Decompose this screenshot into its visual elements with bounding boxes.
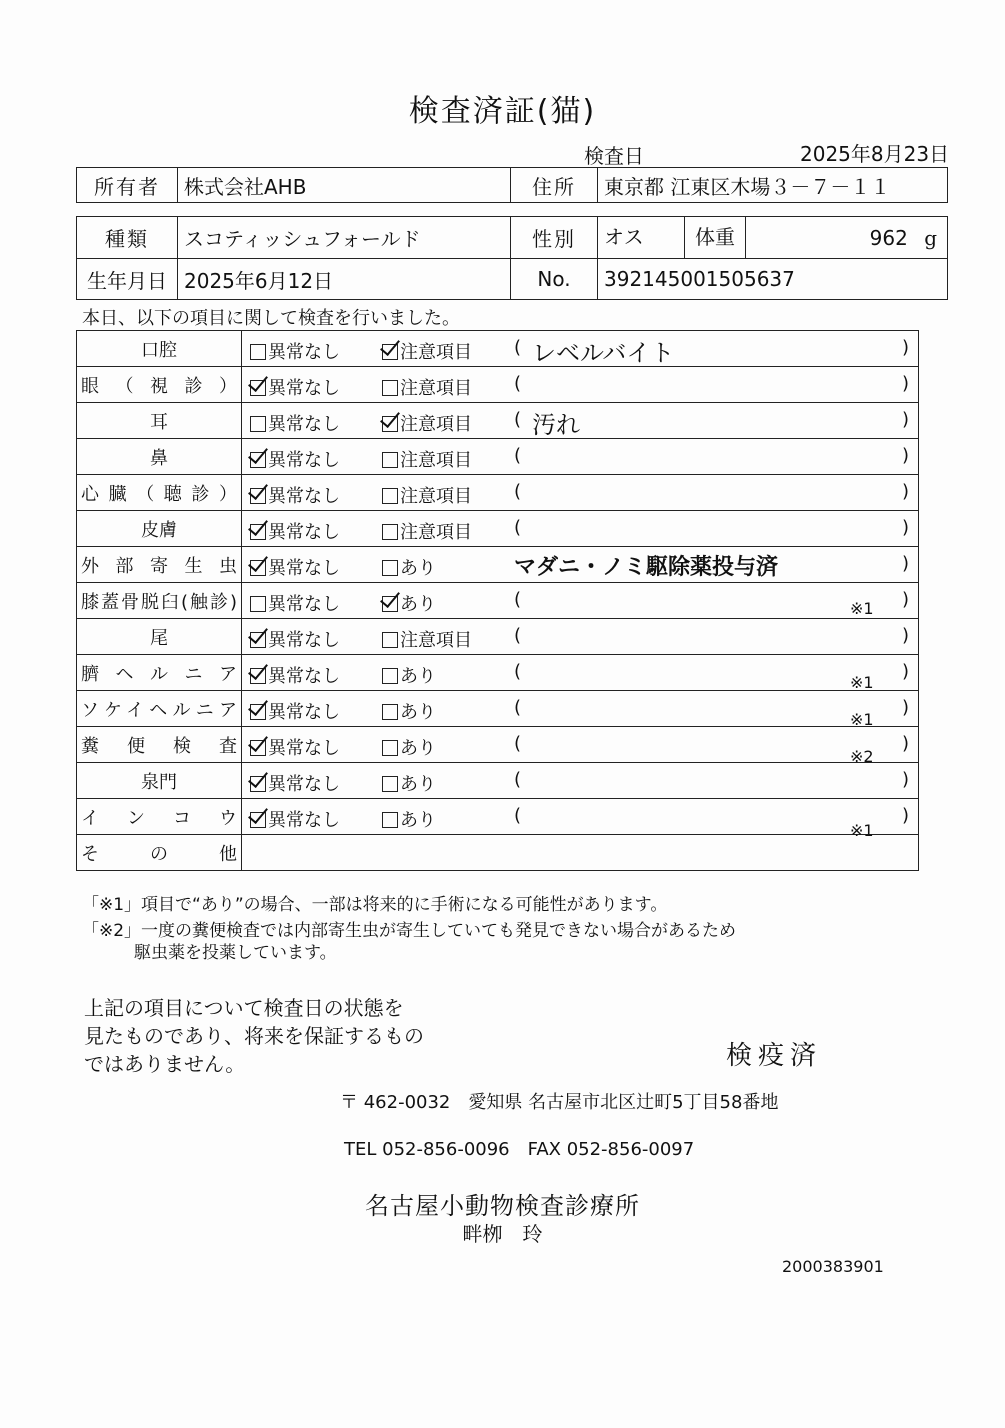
- checkbox-icon[interactable]: [382, 344, 398, 360]
- disclaimer-line: 見たものであり、将来を保証するもの: [84, 1024, 424, 1048]
- footnote-mark: ※2: [850, 747, 874, 766]
- item-name: 心臓（聴診）: [81, 483, 237, 505]
- paren-close: ): [902, 733, 910, 754]
- footnote-1: 「※1」項目で“あり”の場合、一部は将来的に手術になる可能性があります。: [82, 895, 668, 915]
- option-label: 異常なし: [268, 702, 340, 723]
- option-normal[interactable]: [250, 374, 340, 400]
- birth-value: 2025年6月12日: [178, 259, 511, 300]
- option-label: 注意項目: [400, 342, 472, 363]
- paren-close: ): [902, 625, 910, 646]
- checkbox-icon[interactable]: [382, 416, 398, 432]
- document-code: 2000383901: [782, 1257, 884, 1276]
- paren-open: (: [514, 445, 522, 466]
- item-name-cell: [77, 547, 242, 583]
- item-result-cell: [242, 511, 919, 547]
- checkbox-icon[interactable]: [250, 776, 266, 792]
- inspection-row: [77, 799, 919, 835]
- item-name: 口腔: [141, 339, 177, 361]
- item-name: 鼻: [150, 447, 168, 469]
- item-result-cell: [242, 835, 919, 871]
- sex-label: 性別: [511, 217, 598, 259]
- birth-label: 生年月日: [77, 259, 178, 300]
- option-label: 異常なし: [268, 378, 340, 399]
- intro-text: 本日、以下の項目に関して検査を行いました。: [82, 308, 460, 329]
- owner-value: 株式会社AHB: [178, 168, 511, 203]
- item-result-cell: [242, 475, 919, 511]
- option-label: 注意項目: [400, 522, 472, 543]
- inspection-row: [77, 835, 919, 871]
- option-label: 異常なし: [268, 594, 340, 615]
- checkbox-icon[interactable]: [250, 704, 266, 720]
- checkbox-icon[interactable]: [250, 632, 266, 648]
- paren-open: (: [514, 697, 522, 718]
- paren-close: ): [902, 805, 910, 826]
- option-normal[interactable]: [250, 590, 340, 616]
- item-result-cell: [242, 403, 919, 439]
- exam-date: 2025年8月23日: [800, 142, 950, 166]
- option-attention[interactable]: [382, 590, 436, 616]
- paren-open: (: [514, 733, 522, 754]
- item-name: 糞便検査: [81, 735, 237, 757]
- option-label: あり: [400, 774, 436, 795]
- item-name-cell: [77, 619, 242, 655]
- no-label: No.: [511, 259, 598, 300]
- breed-label: 種類: [77, 217, 178, 259]
- option-label: 異常なし: [268, 558, 340, 579]
- item-name: 耳: [150, 411, 168, 433]
- checkbox-icon[interactable]: [250, 344, 266, 360]
- item-name: 皮膚: [141, 519, 177, 541]
- option-attention[interactable]: [382, 410, 472, 436]
- paren-close: ): [902, 661, 910, 682]
- option-label: あり: [400, 594, 436, 615]
- inspection-row: [77, 547, 919, 583]
- item-name-cell: [77, 799, 242, 835]
- option-normal[interactable]: [250, 518, 340, 544]
- clinic-phone: TEL 052-856-0096 FAX 052-856-0097: [344, 1139, 695, 1160]
- option-label: 異常なし: [268, 666, 340, 687]
- item-result-cell: [242, 763, 919, 799]
- paren-close: ): [902, 589, 910, 610]
- option-normal[interactable]: [250, 770, 340, 796]
- option-normal[interactable]: [250, 698, 340, 724]
- option-label: 注意項目: [400, 378, 472, 399]
- option-label: 異常なし: [268, 630, 340, 651]
- option-label: 異常なし: [268, 738, 340, 759]
- option-attention[interactable]: [382, 698, 436, 724]
- option-attention[interactable]: [382, 662, 436, 688]
- page-title: 検査済証(猫): [408, 94, 597, 129]
- paren-close: ): [902, 697, 910, 718]
- item-name-cell: [77, 691, 242, 727]
- inspection-row: [77, 619, 919, 655]
- option-normal[interactable]: [250, 482, 340, 508]
- option-label: 異常なし: [268, 486, 340, 507]
- owner-table: [76, 167, 948, 203]
- checkbox-icon[interactable]: [250, 452, 266, 468]
- option-normal[interactable]: [250, 626, 340, 652]
- footnote-2: 「※2」一度の糞便検査では内部寄生虫が寄生していても発見できない場合があるため: [82, 921, 737, 941]
- item-name: ソケイヘルニア: [81, 699, 237, 721]
- option-label: 異常なし: [268, 522, 340, 543]
- checkbox-icon[interactable]: [250, 560, 266, 576]
- weight-label: 体重: [685, 217, 746, 258]
- item-name-cell: [77, 403, 242, 439]
- checkbox-icon[interactable]: [382, 452, 398, 468]
- checkbox-icon[interactable]: [382, 524, 398, 540]
- item-name: その他: [81, 843, 237, 865]
- item-name: 膝蓋骨脱臼(触診): [81, 591, 237, 613]
- item-name-cell: [77, 439, 242, 475]
- checkbox-icon[interactable]: [382, 668, 398, 684]
- checkbox-icon[interactable]: [250, 380, 266, 396]
- paren-close: ): [902, 553, 910, 574]
- item-result-cell: [242, 799, 919, 835]
- checkbox-icon[interactable]: [382, 380, 398, 396]
- inspection-row: [77, 655, 919, 691]
- address-value: 東京都 江東区木場３－７－１１: [598, 168, 948, 203]
- weight-value: 962: [869, 225, 908, 250]
- footnote-mark: ※1: [850, 599, 874, 618]
- paren-open: (: [514, 409, 522, 430]
- paren-open: (: [514, 661, 522, 682]
- inspection-row: [77, 763, 919, 799]
- clinic-address: 〒 462-0032 愛知県 名古屋市北区辻町5丁目58番地: [340, 1092, 779, 1113]
- item-result-cell: [242, 547, 919, 583]
- option-attention[interactable]: [382, 626, 472, 652]
- disclaimer: [84, 994, 464, 1078]
- paren-open: (: [514, 625, 522, 646]
- inspection-row: [77, 691, 919, 727]
- item-name-cell: [77, 763, 242, 799]
- option-label: あり: [400, 738, 436, 759]
- item-name-cell: [77, 475, 242, 511]
- option-attention[interactable]: [382, 482, 472, 508]
- breed-value: スコティッシュフォールド: [178, 217, 511, 259]
- checkbox-icon[interactable]: [382, 596, 398, 612]
- inspection-row: [77, 367, 919, 403]
- owner-label: 所有者: [77, 168, 178, 203]
- checkbox-icon[interactable]: [250, 416, 266, 432]
- weight-unit: g: [924, 225, 937, 250]
- inspection-row: [77, 439, 919, 475]
- option-normal[interactable]: [250, 410, 340, 436]
- option-attention[interactable]: [382, 374, 472, 400]
- option-normal[interactable]: [250, 338, 340, 364]
- option-normal[interactable]: [250, 554, 340, 580]
- option-label: あり: [400, 558, 436, 579]
- quarantine-stamp: 検疫済: [726, 1041, 823, 1071]
- option-attention[interactable]: [382, 518, 472, 544]
- paren-open: (: [514, 373, 522, 394]
- paren-open: (: [514, 337, 522, 358]
- item-name-cell: [77, 583, 242, 619]
- item-name-cell: [77, 511, 242, 547]
- item-note: マダニ・ノミ駆除薬投与済: [514, 555, 779, 580]
- option-label: 異常なし: [268, 414, 340, 435]
- disclaimer-line: ではありません。: [84, 1052, 246, 1076]
- item-name-cell: [77, 835, 242, 871]
- option-label: 注意項目: [400, 414, 472, 435]
- item-name-cell: [77, 655, 242, 691]
- checkbox-icon[interactable]: [382, 776, 398, 792]
- item-name-cell: [77, 367, 242, 403]
- footnote-mark: ※1: [850, 821, 874, 840]
- option-normal[interactable]: [250, 662, 340, 688]
- option-normal[interactable]: [250, 806, 340, 832]
- option-attention[interactable]: [382, 446, 472, 472]
- checkbox-icon[interactable]: [250, 740, 266, 756]
- doctor-name: 畔栁 玲: [462, 1222, 543, 1246]
- item-name: 外部寄生虫: [81, 555, 237, 577]
- sex-weight-cell: [598, 217, 948, 259]
- no-value: 392145001505637: [598, 259, 948, 300]
- checkbox-icon[interactable]: [382, 560, 398, 576]
- option-normal[interactable]: [250, 446, 340, 472]
- item-result-cell: [242, 691, 919, 727]
- option-label: 異常なし: [268, 450, 340, 471]
- paren-close: ): [902, 337, 910, 358]
- address-label: 住所: [511, 168, 598, 203]
- inspection-row: [77, 475, 919, 511]
- item-result-cell: [242, 367, 919, 403]
- pet-table: [76, 216, 948, 300]
- option-attention[interactable]: [382, 554, 436, 580]
- item-result-cell: [242, 439, 919, 475]
- checkbox-icon[interactable]: [250, 524, 266, 540]
- item-name: 臍ヘルニア: [81, 663, 237, 685]
- sex-value: オス: [598, 217, 685, 258]
- item-result-cell: [242, 331, 919, 367]
- footnote-2-cont: 駆虫薬を投薬しています。: [134, 943, 337, 963]
- item-result-cell: [242, 583, 919, 619]
- option-attention[interactable]: [382, 734, 436, 760]
- inspection-row: [77, 331, 919, 367]
- option-attention[interactable]: [382, 338, 472, 364]
- footnote-mark: ※1: [850, 710, 874, 729]
- checkbox-icon[interactable]: [250, 812, 266, 828]
- item-name-cell: [77, 331, 242, 367]
- inspection-row: [77, 511, 919, 547]
- option-label: あり: [400, 666, 436, 687]
- checkbox-icon[interactable]: [250, 596, 266, 612]
- paren-open: (: [514, 805, 522, 826]
- paren-close: ): [902, 409, 910, 430]
- checkbox-icon[interactable]: [382, 632, 398, 648]
- inspection-row: [77, 727, 919, 763]
- paren-close: ): [902, 445, 910, 466]
- option-label: 異常なし: [268, 774, 340, 795]
- exam-date-label: 検査日: [584, 144, 644, 168]
- option-label: 注意項目: [400, 450, 472, 471]
- paren-close: ): [902, 373, 910, 394]
- inspection-row: [77, 403, 919, 439]
- item-note: 汚れ: [532, 411, 580, 439]
- item-result-cell: [242, 655, 919, 691]
- checkbox-icon[interactable]: [382, 704, 398, 720]
- option-label: 異常なし: [268, 810, 340, 831]
- paren-open: (: [514, 769, 522, 790]
- weight-field: [746, 226, 947, 250]
- item-name: インコウ: [81, 807, 237, 829]
- item-note: レベルバイト: [532, 339, 675, 367]
- checkbox-icon[interactable]: [382, 812, 398, 828]
- item-name: 泉門: [141, 771, 177, 793]
- option-attention[interactable]: [382, 806, 436, 832]
- item-result-cell: [242, 619, 919, 655]
- checkbox-icon[interactable]: [250, 488, 266, 504]
- clinic-name: 名古屋小動物検査診療所: [365, 1192, 640, 1220]
- item-result-cell: [242, 727, 919, 763]
- inspection-row: [77, 583, 919, 619]
- paren-open: (: [514, 589, 522, 610]
- inspection-table: [76, 330, 919, 871]
- checkbox-icon[interactable]: [382, 740, 398, 756]
- disclaimer-line: 上記の項目について検査日の状態を: [84, 996, 404, 1020]
- paren-open: (: [514, 481, 522, 502]
- paren-close: ): [902, 769, 910, 790]
- checkbox-icon[interactable]: [250, 668, 266, 684]
- checkbox-icon[interactable]: [382, 488, 398, 504]
- footnote-mark: ※1: [850, 673, 874, 692]
- option-label: 注意項目: [400, 630, 472, 651]
- item-name: 尾: [150, 627, 168, 649]
- paren-close: ): [902, 481, 910, 502]
- option-label: 注意項目: [400, 486, 472, 507]
- paren-open: (: [514, 517, 522, 538]
- option-label: 異常なし: [268, 342, 340, 363]
- option-label: あり: [400, 702, 436, 723]
- option-label: あり: [400, 810, 436, 831]
- paren-close: ): [902, 517, 910, 538]
- option-normal[interactable]: [250, 734, 340, 760]
- option-attention[interactable]: [382, 770, 436, 796]
- item-name: 眼（視診）: [81, 375, 237, 397]
- item-name-cell: [77, 727, 242, 763]
